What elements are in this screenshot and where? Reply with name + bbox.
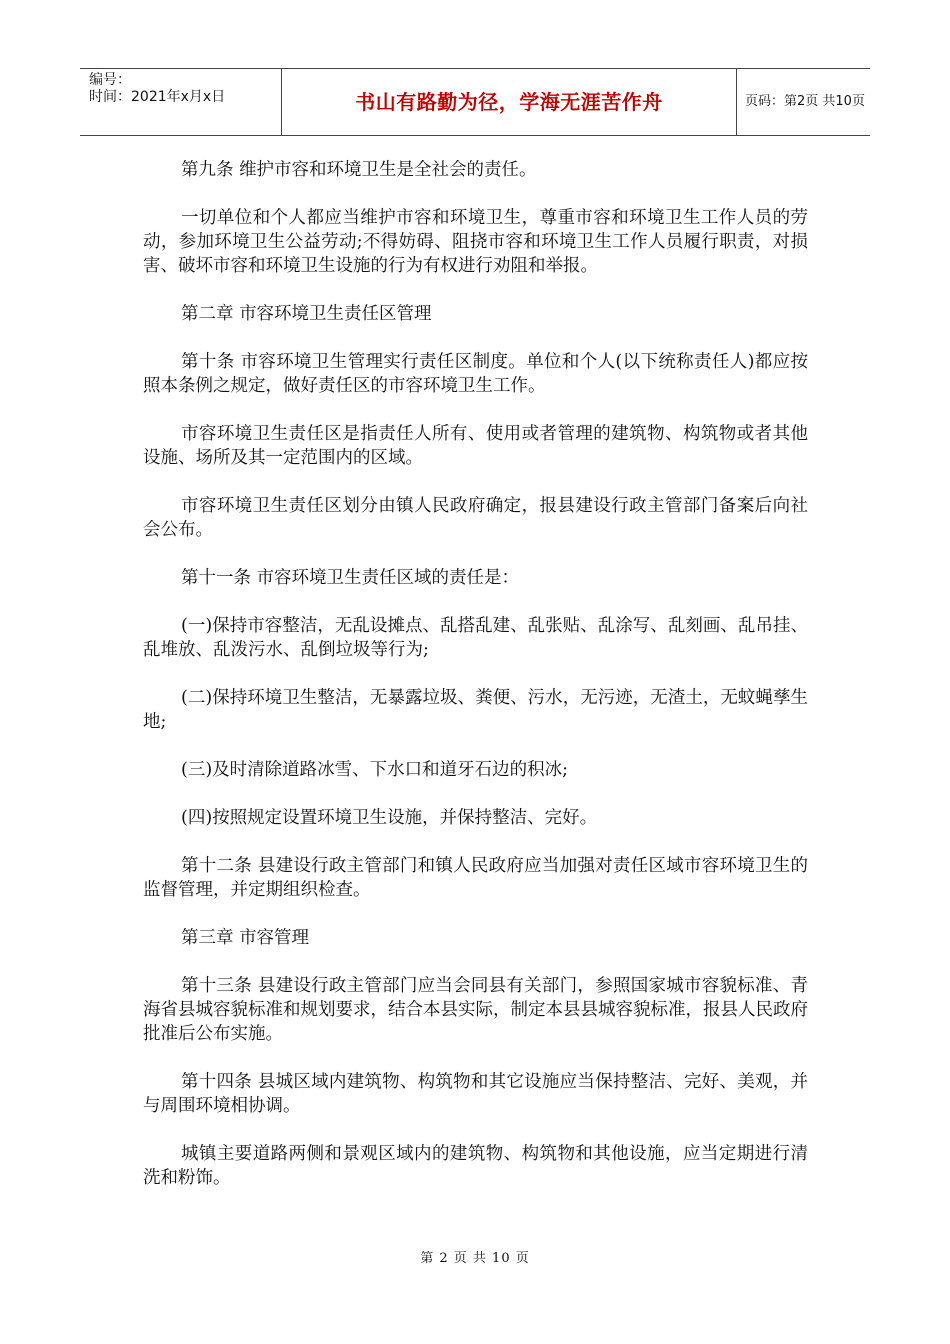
paragraph: 第十四条 县城区域内建筑物、构筑物和其它设施应当保持整洁、完好、美观，并与周围环境相协调。 (143, 1072, 808, 1116)
list-item: (四)按照规定设置环境卫生设施，并保持整洁、完好。 (181, 808, 598, 828)
header-page-info: 页码：第2页 共10页 (745, 94, 865, 109)
paragraph: 城镇主要道路两侧和景观区域内的建筑物、构筑物和其他设施，应当定期进行清洗和粉饰。 (143, 1144, 808, 1188)
header-meta-cell (80, 69, 282, 135)
paragraph: 第十条 市容环境卫生管理实行责任区制度。单位和个人(以下统称责任人)都应按照本条例之规定，做好责任区的市容环境卫生工作。 (143, 352, 808, 396)
paragraph: 第九条 维护市容和环境卫生是全社会的责任。 (181, 160, 537, 180)
paragraph: 市容环境卫生责任区划分由镇人民政府确定，报县建设行政主管部门备案后向社会公布。 (143, 496, 808, 540)
list-item: (二)保持环境卫生整洁，无暴露垃圾、粪便、污水，无污迹，无渣土，无蚊蝇孳生地; (143, 688, 808, 732)
paragraph: 第十三条 县建设行政主管部门应当会同县有关部门，参照国家城市容貌标准、青海省县城容貌标准和规划要求，结合本县实际，制定本县县城容貌标准，报县人民政府批准后公布实施。 (143, 976, 808, 1044)
header-motto: 书山有路勤为径，学海无涯苦作舟 (282, 69, 737, 135)
chapter-heading: 第三章 市容管理 (181, 928, 310, 948)
list-item: (一)保持市容整洁，无乱设摊点、乱搭乱建、乱张贴、乱涂写、乱刻画、乱吊挂、乱堆放、乱泼污水、乱倒垃圾等行为; (143, 616, 808, 660)
document-date-label: 时间：2021年x月x日 (89, 89, 226, 105)
document-number-label: 编号： (89, 72, 131, 88)
document-body (143, 158, 808, 1214)
paragraph: 第十二条 县建设行政主管部门和镇人民政府应当加强对责任区域市容环境卫生的监督管理，并定期组织检查。 (143, 856, 808, 900)
paragraph: 市容环境卫生责任区是指责任人所有、使用或者管理的建筑物、构筑物或者其他设施、场所及其一定范围内的区域。 (143, 424, 808, 468)
chapter-heading: 第二章 市容环境卫生责任区管理 (181, 304, 432, 324)
paragraph: 第十一条 市容环境卫生责任区域的责任是： (181, 568, 520, 588)
list-item: (三)及时清除道路冰雪、下水口和道牙石边的积冰; (181, 760, 569, 780)
paragraph: 一切单位和个人都应当维护市容和环境卫生，尊重市容和环境卫生工作人员的劳动，参加环境卫生公益劳动;不得妨碍、阻挠市容和环境卫生工作人员履行职责，对损害、破坏市容和环境卫生设施的行为有权进行劝阻和举报。 (143, 208, 808, 276)
page-header (80, 68, 870, 136)
page-footer: 第 2 页 共 10 页 (420, 1251, 530, 1266)
